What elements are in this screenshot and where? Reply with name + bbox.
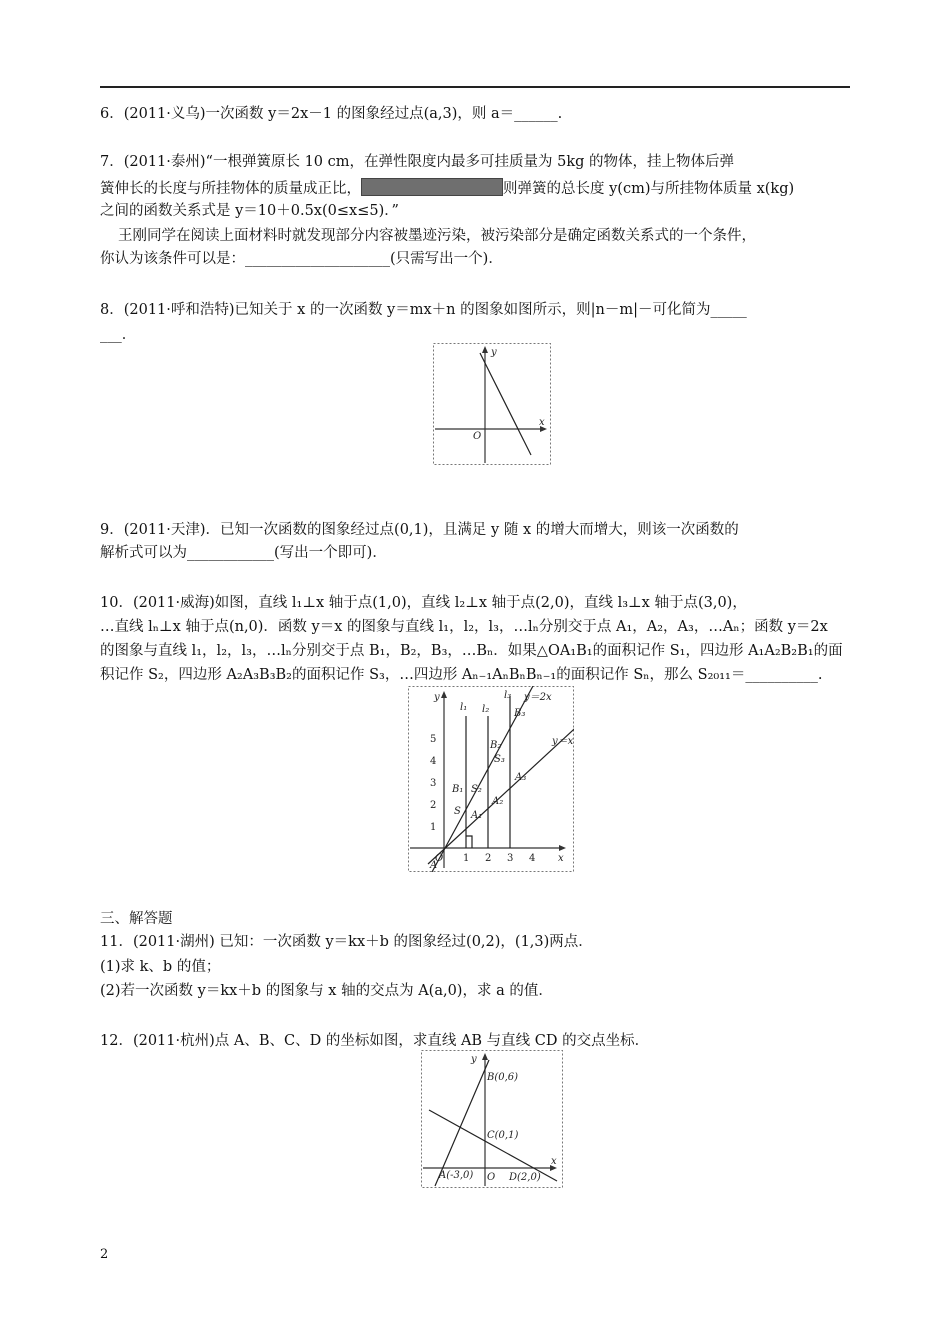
question-9-line-1: 9．(2011·天津)．已知一次函数的图象经过点(0,1)，且满足 y 随 x 的增大而增大，则该一次函数的 [100,522,739,538]
l1-label: l₁ [460,702,468,713]
question-8-line-2: ___． [100,327,137,343]
question-10-line-3: 的图象与直线 l₁，l₂，l₃，…lₙ分别交于点 B₁，B₂，B₃，…Bₙ．如果△OA₁B₁的面积记作 S₁，四边形 A₁A₂B₂B₁的面 [100,643,843,659]
x-tick-2: 2 [485,853,492,864]
question-11-line-1: 11．(2011·湖州) 已知：一次函数 y＝kx＋b 的图象经过(0,2)，(1,3)两点． [100,934,593,950]
y-x-label: y＝x [552,736,574,747]
question-7-line-2 [100,178,860,199]
l3-label: l₃ [504,690,512,701]
l2-label: l₂ [482,704,490,715]
question-7-line-5: 你认为该条件可以是：____________________(只需写出一个)． [100,251,503,267]
y-2x-label: y＝2x [524,692,552,703]
y-tick-2: 2 [430,800,437,811]
question-8-line-1: 8．(2011·呼和浩特)已知关于 x 的一次函数 y＝mx＋n 的图象如图所示，则|n－m|－可化简为_____ [100,302,747,318]
question-10-line-4: 积记作 S₂，四边形 A₂A₃B₃B₂的面积记作 S₃，…四边形 Aₙ₋₁AₙBₙBₙ₋₁的面积记作 Sₙ，那么 S₂₀₁₁＝__________. [100,667,823,683]
b2-label: B₂ [490,740,502,751]
origin-label: O [435,853,444,864]
y-tick-1: 1 [430,822,437,833]
question-11-line-2: (1)求 k、b 的值； [100,959,221,975]
section-3-title: 三、解答题 [100,911,173,927]
question-12-line-1: 12．(2011·杭州)点 A、B、C、D 的坐标如图，求直线 AB 与直线 CD 的交点坐标． [100,1033,650,1049]
x-tick-3: 3 [507,853,514,864]
question-7-line-3: 之间的函数关系式是 y＝10＋0.5x(0≤x≤5)．” [100,203,399,219]
y-axis-arrow-icon [441,691,447,698]
question-11-line-3: (2)若一次函数 y＝kx＋b 的图象与 x 轴的交点为 A(a,0)，求 a 的值． [100,983,553,999]
s1-label: S [454,806,461,817]
figure-q8 [433,343,551,465]
question-7-line-1: 7．(2011·泰州)“一根弹簧原长 10 cm，在弹性限度内最多可挂质量为 5kg 的物体，挂上物体后弹 [100,154,735,170]
y-tick-5: 5 [430,734,437,745]
question-7-line-2a: 簧伸长的长度与所挂物体的质量成正比， [100,181,361,197]
point-c-label: C(0,1) [487,1130,519,1141]
s2-label: S₂ [471,784,482,795]
question-10-line-2: …直线 lₙ⊥x 轴于点(n,0)．函数 y＝x 的图象与直线 l₁，l₂，l₃，…lₙ分别交于点 A₁，A₂，A₃，…Aₙ；函数 y＝2x [100,619,828,635]
figure-q12 [421,1050,563,1188]
point-d-label: D(2,0) [509,1172,541,1183]
line-y-mx-n [480,353,531,455]
a2-label: A₂ [492,796,504,807]
header-rule [100,86,850,88]
b1-label: B₁ [452,784,464,795]
figure-q10 [408,686,574,872]
y-label: y [471,1054,477,1065]
x-label: x [551,1156,557,1167]
a1-label: A₁ [471,810,483,821]
y-axis-arrow-icon [482,346,488,353]
point-b-label: B(0,6) [487,1072,519,1083]
b3-label: B₃ [514,708,526,719]
x-label: x [558,853,564,864]
question-7-line-4: 王刚同学在阅读上面材料时就发现部分内容被墨迹污染，被污染部分是确定函数关系式的一个条件， [118,228,756,244]
y-tick-3: 3 [430,778,437,789]
ink-stain-box [361,178,503,196]
x-tick-1: 1 [463,853,470,864]
question-6: 6．(2011·义乌)一次函数 y＝2x－1 的图象经过点(a,3)，则 a＝______. [100,106,563,122]
origin-label: O [487,1172,496,1183]
question-10-line-1: 10．(2011·威海)如图，直线 l₁⊥x 轴于点(1,0)，直线 l₂⊥x 轴于点(2,0)，直线 l₃⊥x 轴于点(3,0)， [100,595,747,611]
right-angle-mark [466,836,472,848]
y-label: y [434,692,440,703]
x-label: x [539,417,545,428]
y-label: y [491,347,497,358]
line-ab [435,1060,489,1186]
point-a-label: A [430,860,438,871]
y-axis-arrow-icon [482,1053,488,1060]
page-number: 2 [100,1247,109,1262]
question-7-line-2b: 则弹簧的总长度 y(cm)与所挂物体质量 x(kg) [503,181,795,197]
x-axis-arrow-icon [559,845,566,851]
point-a-label: A(-3,0) [439,1170,474,1181]
origin-label: O [473,431,482,442]
y-tick-4: 4 [430,756,437,767]
x-tick-4: 4 [529,853,536,864]
a3-label: A₃ [515,772,527,783]
figure-border [434,344,551,465]
s3-label: S₃ [494,754,505,765]
question-9-line-2: 解析式可以为____________(写出一个即可)． [100,545,387,561]
